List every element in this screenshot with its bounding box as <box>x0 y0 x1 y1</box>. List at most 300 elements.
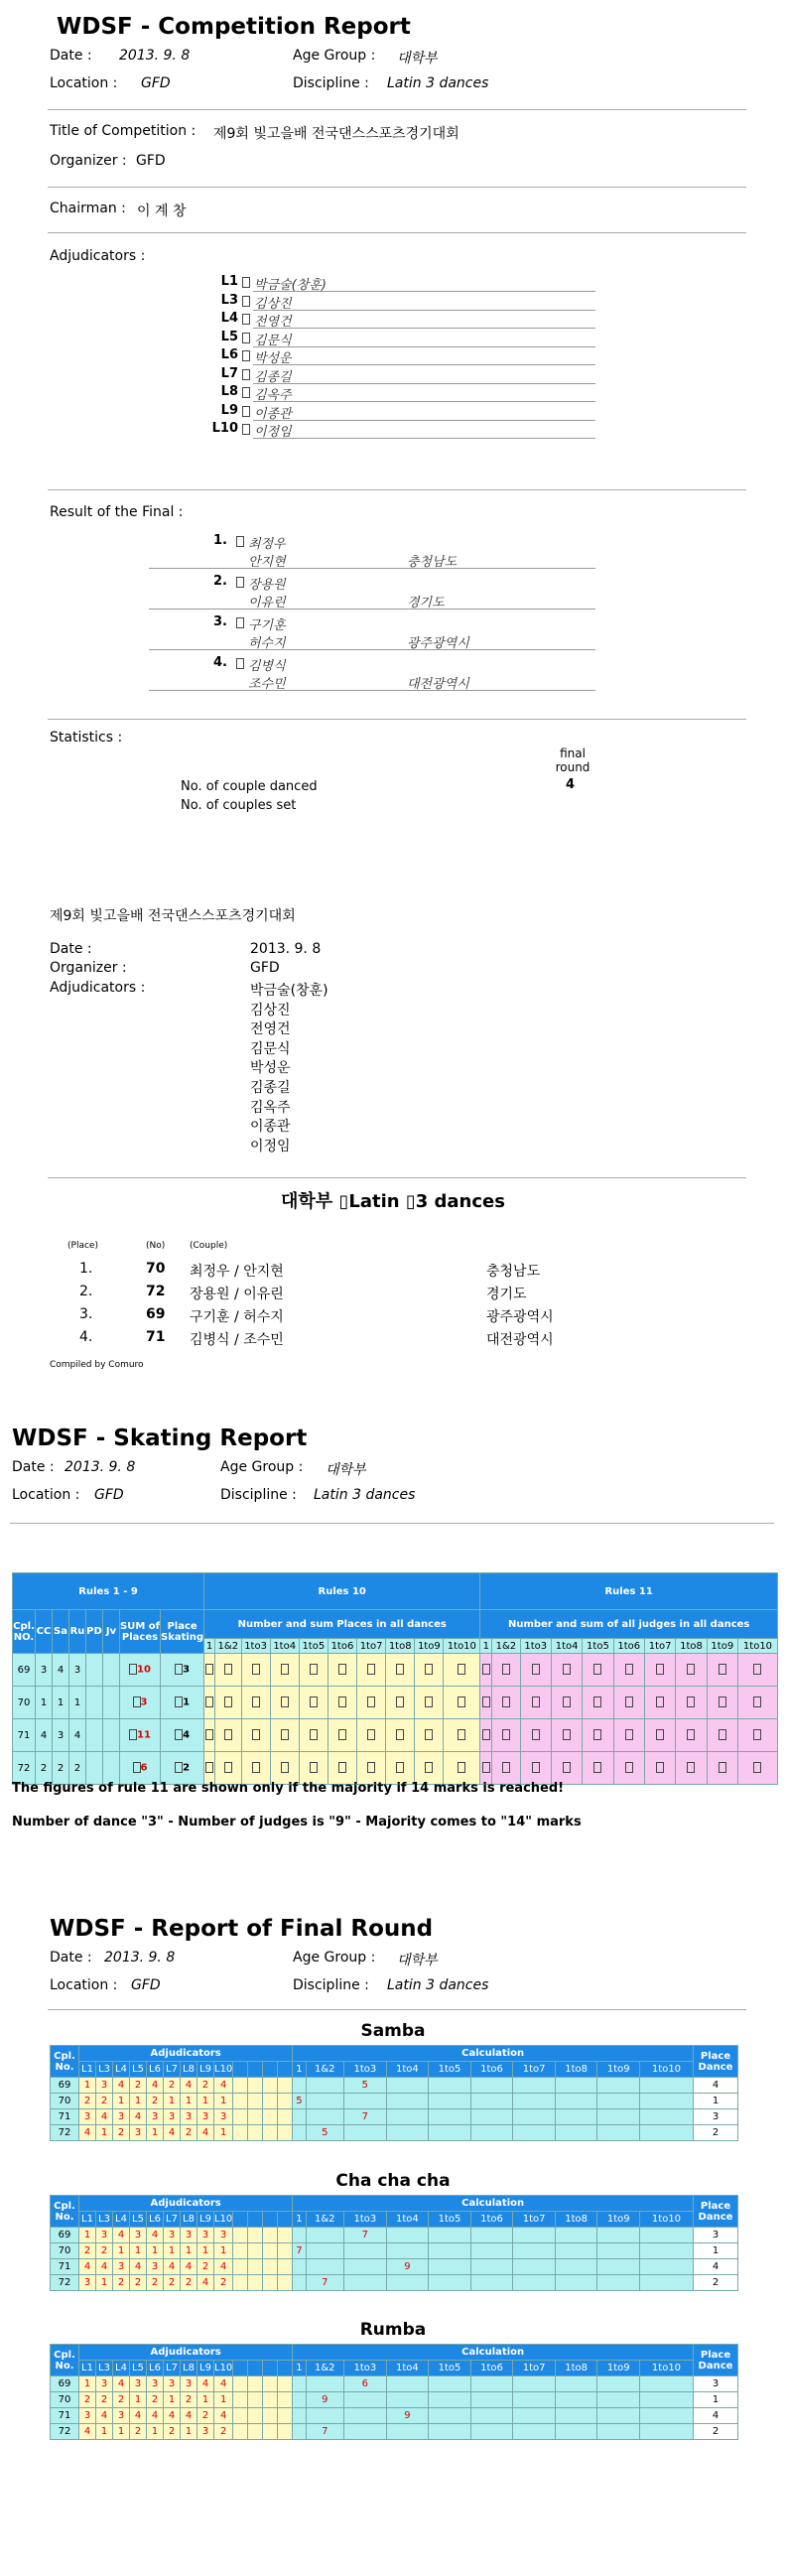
sa-place: 2 <box>53 1752 69 1785</box>
empty-cell <box>263 2408 278 2424</box>
calc-column-header: 1 <box>204 1639 215 1654</box>
adjudicator-code: L10 <box>211 421 238 436</box>
rule10-cell <box>357 1752 386 1785</box>
compiled-by: Compiled by Comuro <box>50 1360 144 1370</box>
summary-date-value: 2013. 9. 8 <box>250 941 322 957</box>
rule11-cell <box>613 1719 644 1752</box>
adjudicator-mark: 3 <box>130 2376 147 2392</box>
rule11-cell <box>480 1719 492 1752</box>
adjudicator-name: 김문식 <box>254 333 292 348</box>
adjudicator-mark: 2 <box>130 2424 147 2440</box>
adjudicator-column-header: L8 <box>181 2212 197 2228</box>
dance-table-wrap <box>50 2195 738 2291</box>
adjudicator-mark: 3 <box>164 2109 181 2125</box>
calc-cell <box>306 2228 344 2243</box>
adjudicator-mark: 3 <box>96 2376 113 2392</box>
calc-cell <box>306 2408 344 2424</box>
calc-cell <box>513 2408 556 2424</box>
place-dance: 2 <box>694 2424 738 2440</box>
adjudicator-mark: 4 <box>113 2376 130 2392</box>
empty-cell <box>263 2243 278 2259</box>
checkbox-icon <box>563 1762 571 1773</box>
statistics-label: Statistics : <box>50 730 123 746</box>
calc-cell <box>640 2078 694 2094</box>
calc-cell <box>597 2094 640 2109</box>
result-region: 충청남도 <box>407 555 458 570</box>
checkbox-icon <box>753 1696 761 1707</box>
final-discipline-label: Discipline : <box>293 1977 369 1993</box>
adjudicator-name: 김상진 <box>254 296 292 312</box>
adjudicator-mark: 3 <box>181 2109 197 2125</box>
checkbox-icon <box>656 1762 664 1773</box>
calc-cell <box>386 2275 429 2291</box>
calc-column-header: 1to9 <box>415 1639 444 1654</box>
empty-header <box>278 2361 293 2376</box>
calc-column-header: 1to8 <box>555 2361 597 2376</box>
sa-place: 3 <box>53 1719 69 1752</box>
rule10-cell <box>215 1719 241 1752</box>
calc-cell <box>470 2094 513 2109</box>
skating-date-value: 2013. 9. 8 <box>65 1459 136 1475</box>
result-woman: 안지현 <box>248 555 286 570</box>
checkbox-icon <box>367 1664 375 1675</box>
calc-column-header: 1 <box>480 1639 492 1654</box>
calc-cell <box>597 2228 640 2243</box>
cpl-no: 72 <box>51 2424 79 2440</box>
calc-cell <box>555 2392 597 2408</box>
empty-cell <box>233 2259 248 2275</box>
calc-cell <box>555 2109 597 2125</box>
calc-column-header: 1to10 <box>640 2062 694 2078</box>
table-row <box>51 2259 738 2275</box>
calc-cell <box>386 2424 429 2440</box>
adjudicator-mark: 4 <box>214 2078 233 2094</box>
age-group-label: Age Group : <box>293 48 376 64</box>
summary-no: 70 <box>146 1261 166 1277</box>
calc-cell <box>429 2424 471 2440</box>
summary-adjudicator: 이종관 <box>250 1119 291 1136</box>
ru-place: 2 <box>69 1752 86 1785</box>
checkbox-icon <box>281 1762 289 1773</box>
calc-cell <box>293 2078 306 2094</box>
calc-column-header: 1to10 <box>737 1639 777 1654</box>
rule10-cell <box>215 1752 241 1785</box>
calc-cell <box>293 2109 306 2125</box>
table-row <box>51 2243 738 2259</box>
empty-header <box>233 2062 248 2078</box>
rule11-cell <box>644 1654 675 1687</box>
checkbox-icon <box>687 1664 695 1675</box>
age-group-value: 대학부 <box>397 51 438 67</box>
empty-cell <box>248 2275 263 2291</box>
rule10-cell <box>444 1654 480 1687</box>
calc-cell <box>429 2094 471 2109</box>
cpl-no: 69 <box>51 2376 79 2392</box>
rule10-cell <box>270 1752 299 1785</box>
adjudicator-mark: 1 <box>96 2125 113 2141</box>
skating-location-value: GFD <box>94 1487 124 1503</box>
calc-cell <box>555 2275 597 2291</box>
result-region: 경기도 <box>407 596 445 610</box>
ru-header: Ru <box>69 1610 86 1654</box>
rule10-cell <box>328 1654 356 1687</box>
adjudicator-code: L6 <box>220 347 238 362</box>
place-dance-header: Place Dance <box>694 2046 738 2078</box>
calculation-header: Calculation <box>293 2345 694 2361</box>
checkbox-icon <box>338 1664 346 1675</box>
calc-column-header: 1to10 <box>640 2212 694 2228</box>
adjudicator-mark: 3 <box>164 2228 181 2243</box>
summary-adjudicator: 박성운 <box>250 1060 291 1077</box>
adjudicators-header: Adjudicators <box>79 2196 293 2212</box>
place-dance: 4 <box>694 2408 738 2424</box>
rule10-subheader: Number and sum Places in all dances <box>204 1610 480 1639</box>
adjudicator-mark: 4 <box>197 2125 214 2141</box>
adjudicator-mark: 1 <box>96 2275 113 2291</box>
adjudicator-mark: 1 <box>96 2424 113 2440</box>
summary-place: 2. <box>79 1284 93 1299</box>
sum-value: 3 <box>140 1696 148 1708</box>
calc-cell <box>344 2259 387 2275</box>
empty-cell <box>278 2243 293 2259</box>
adjudicator-column-header: L10 <box>214 2062 233 2078</box>
calc-column-header: 1to4 <box>551 1639 582 1654</box>
cc-place: 2 <box>36 1752 53 1785</box>
calc-cell <box>597 2078 640 2094</box>
calc-cell <box>306 2109 344 2125</box>
calc-column-header: 1to3 <box>344 2062 387 2078</box>
adjudicator-mark: 2 <box>164 2078 181 2094</box>
adjudicator-mark: 1 <box>113 2424 130 2440</box>
dance-table <box>50 2195 738 2291</box>
adjudicator-mark: 3 <box>79 2109 96 2125</box>
place-skating <box>161 1719 204 1752</box>
calc-column-header: 1to9 <box>597 2212 640 2228</box>
rule10-cell <box>270 1687 299 1719</box>
adjudicator-mark: 3 <box>181 2376 197 2392</box>
calc-cell <box>597 2408 640 2424</box>
empty-cell <box>248 2078 263 2094</box>
adjudicator-mark: 2 <box>181 2125 197 2141</box>
adjudicator-name: 전영건 <box>254 315 292 330</box>
underline <box>149 568 595 569</box>
rule10-cell <box>415 1687 444 1719</box>
sum-places <box>120 1752 161 1785</box>
adjudicator-code: L9 <box>220 402 238 418</box>
calc-column-header: 1to8 <box>555 2212 597 2228</box>
rule11-cell <box>551 1752 582 1785</box>
calc-column-header: 1to4 <box>386 2361 429 2376</box>
ru-place: 3 <box>69 1654 86 1687</box>
sum-value: 10 <box>137 1664 151 1676</box>
adjudicator-column-header: L10 <box>214 2361 233 2376</box>
summary-no: 72 <box>146 1284 166 1299</box>
adjudicator-mark: 3 <box>130 2228 147 2243</box>
adjudicator-mark: 3 <box>197 2424 214 2440</box>
adjudicator-mark: 3 <box>214 2109 233 2125</box>
sum-places-header: SUM of Places <box>120 1610 161 1654</box>
checkbox-icon <box>252 1762 260 1773</box>
sum-places <box>120 1719 161 1752</box>
underline <box>253 383 595 384</box>
checkbox-icon <box>625 1696 633 1707</box>
cpl-no-header: Cpl. NO. <box>13 1610 36 1654</box>
adjudicator-mark: 4 <box>130 2408 147 2424</box>
calc-column-header: 1to4 <box>386 2212 429 2228</box>
checkbox-icon <box>687 1762 695 1773</box>
checkbox-icon <box>236 577 244 588</box>
calc-cell <box>513 2275 556 2291</box>
rule10-cell <box>299 1654 328 1687</box>
calc-column-header: 1to3 <box>241 1639 270 1654</box>
summary-adjudicator: 김옥주 <box>250 1099 291 1116</box>
adjudicator-mark: 1 <box>197 2243 214 2259</box>
date-label: Date : <box>50 48 92 64</box>
rule11-note: The figures of rule 11 are shown only if the majority if 14 marks is reached! <box>12 1781 565 1796</box>
checkbox-icon <box>281 1729 289 1740</box>
calc-cell <box>386 2228 429 2243</box>
underline <box>149 690 595 691</box>
empty-cell <box>248 2424 263 2440</box>
adjudicator-mark: 2 <box>96 2392 113 2408</box>
adjudicator-mark: 4 <box>147 2078 164 2094</box>
rule10-cell <box>415 1654 444 1687</box>
cpl-no-header: Cpl. No. <box>51 2196 79 2228</box>
checkbox-icon <box>338 1729 346 1740</box>
adjudicator-mark: 3 <box>181 2228 197 2243</box>
calc-column-header: 1to3 <box>344 2361 387 2376</box>
calc-cell <box>513 2078 556 2094</box>
adjudicator-mark: 2 <box>197 2078 214 2094</box>
place-dance: 1 <box>694 2243 738 2259</box>
couples-set-label: No. of couples set <box>181 798 297 813</box>
place-value: 3 <box>183 1664 191 1676</box>
skating-date-label: Date : <box>12 1459 55 1475</box>
adjudicator-column-header: L5 <box>130 2361 147 2376</box>
cc-place: 1 <box>36 1687 53 1719</box>
adjudicator-mark: 1 <box>214 2125 233 2141</box>
final-round-title: WDSF - Report of Final Round <box>50 1916 434 1942</box>
calc-cell <box>640 2243 694 2259</box>
adjudicator-mark: 3 <box>130 2125 147 2141</box>
adjudicator-mark: 1 <box>130 2243 147 2259</box>
rule10-cell <box>415 1719 444 1752</box>
adjudicator-mark: 4 <box>197 2376 214 2392</box>
calc-cell <box>293 2275 306 2291</box>
calc-column-header: 1&2 <box>492 1639 520 1654</box>
calc-column-header: 1to7 <box>513 2212 556 2228</box>
pd-header: PD <box>86 1610 103 1654</box>
checkbox-icon <box>242 296 250 307</box>
discipline-label: Discipline : <box>293 75 369 91</box>
adjudicator-mark: 1 <box>113 2243 130 2259</box>
result-man: 최정우 <box>248 537 286 552</box>
date-value: 2013. 9. 8 <box>119 48 191 64</box>
adjudicator-mark: 2 <box>164 2275 181 2291</box>
place-skating <box>161 1687 204 1719</box>
underline <box>149 609 595 610</box>
empty-cell <box>248 2228 263 2243</box>
rule10-cell <box>299 1719 328 1752</box>
calc-cell <box>386 2392 429 2408</box>
adjudicator-mark: 1 <box>130 2094 147 2109</box>
empty-cell <box>278 2109 293 2125</box>
checkbox-icon <box>593 1762 601 1773</box>
adjudicator-mark: 2 <box>96 2243 113 2259</box>
result-woman: 허수지 <box>248 636 286 651</box>
calc-cell: 7 <box>344 2109 387 2125</box>
rule10-cell <box>204 1687 215 1719</box>
table-row <box>51 2078 738 2094</box>
table-row <box>51 2125 738 2141</box>
empty-cell <box>248 2392 263 2408</box>
calc-cell <box>293 2424 306 2440</box>
rule11-cell <box>480 1752 492 1785</box>
table-row <box>51 2228 738 2243</box>
calc-cell <box>386 2243 429 2259</box>
calc-cell: 5 <box>344 2078 387 2094</box>
calc-cell <box>429 2109 471 2125</box>
adjudicator-mark: 2 <box>79 2094 96 2109</box>
calc-cell <box>597 2125 640 2141</box>
adjudicator-column-header: L9 <box>197 2361 214 2376</box>
calc-column-header: 1to5 <box>429 2062 471 2078</box>
checkbox-icon <box>625 1729 633 1740</box>
calc-cell <box>513 2424 556 2440</box>
final-age-value: 대학부 <box>397 1953 438 1968</box>
place-dance: 3 <box>694 2376 738 2392</box>
checkbox-icon <box>224 1762 232 1773</box>
checkbox-icon <box>625 1762 633 1773</box>
checkbox-icon <box>532 1664 540 1675</box>
checkbox-icon <box>593 1664 601 1675</box>
adjudicator-mark: 1 <box>164 2392 181 2408</box>
adjudicator-mark: 4 <box>197 2275 214 2291</box>
adjudicator-mark: 4 <box>96 2259 113 2275</box>
underline <box>149 649 595 650</box>
adjudicator-mark: 1 <box>181 2243 197 2259</box>
calc-cell <box>293 2228 306 2243</box>
empty-cell <box>248 2094 263 2109</box>
checkbox-icon <box>753 1664 761 1675</box>
couples-danced-label: No. of couple danced <box>181 779 318 794</box>
empty-cell <box>233 2392 248 2408</box>
adjudicator-mark: 2 <box>130 2275 147 2291</box>
calc-cell <box>429 2228 471 2243</box>
calc-cell <box>386 2376 429 2392</box>
calc-cell <box>429 2376 471 2392</box>
rule11-cell <box>480 1687 492 1719</box>
rule11-cell <box>520 1719 551 1752</box>
underline <box>253 291 595 292</box>
calc-cell <box>640 2125 694 2141</box>
adjudicator-mark: 4 <box>79 2125 96 2141</box>
cpl-no: 69 <box>13 1654 36 1687</box>
adjudicator-mark: 1 <box>79 2078 96 2094</box>
dance-title: Samba <box>360 2021 426 2041</box>
adjudicator-mark: 4 <box>181 2259 197 2275</box>
rule10-cell <box>444 1719 480 1752</box>
adjudicator-mark: 3 <box>197 2228 214 2243</box>
rule10-cell <box>215 1687 241 1719</box>
underline <box>253 346 595 347</box>
rule10-cell <box>299 1687 328 1719</box>
jv-place <box>103 1752 120 1785</box>
adjudicator-column-header: L7 <box>164 2062 181 2078</box>
calc-cell <box>344 2243 387 2259</box>
calc-cell <box>470 2243 513 2259</box>
checkbox-icon <box>687 1729 695 1740</box>
result-woman: 조수민 <box>248 677 286 692</box>
final-date-value: 2013. 9. 8 <box>104 1950 176 1966</box>
place-dance: 3 <box>694 2228 738 2243</box>
adjudicator-mark: 4 <box>214 2408 233 2424</box>
empty-cell <box>263 2125 278 2141</box>
empty-cell <box>278 2078 293 2094</box>
summary-couple: 구기훈 / 허수지 <box>190 1309 284 1325</box>
adjudicator-name: 이종관 <box>254 406 292 422</box>
place-dance: 2 <box>694 2275 738 2291</box>
rule11-cell <box>583 1719 613 1752</box>
calc-column-header: 1to6 <box>470 2212 513 2228</box>
calc-cell <box>513 2125 556 2141</box>
rule11-cell <box>644 1687 675 1719</box>
empty-cell <box>233 2094 248 2109</box>
rule11-cell <box>492 1752 520 1785</box>
adjudicator-mark: 2 <box>96 2094 113 2109</box>
rule10-cell <box>241 1719 270 1752</box>
adjudicator-mark: 4 <box>147 2408 164 2424</box>
empty-header <box>233 2212 248 2228</box>
dance-title: Rumba <box>359 2320 427 2340</box>
adjudicator-name: 박성운 <box>254 351 292 366</box>
adjudicator-mark: 1 <box>79 2376 96 2392</box>
calc-cell <box>470 2376 513 2392</box>
empty-cell <box>248 2109 263 2125</box>
adjudicator-column-header: L3 <box>96 2212 113 2228</box>
adjudicator-mark: 2 <box>147 2392 164 2408</box>
checkbox-icon <box>242 277 250 288</box>
adjudicator-mark: 1 <box>214 2243 233 2259</box>
final-location-value: GFD <box>131 1977 161 1993</box>
adjudicator-column-header: L10 <box>214 2212 233 2228</box>
checkbox-icon <box>482 1729 490 1740</box>
final-discipline-value: Latin 3 dances <box>387 1977 489 1993</box>
table-row <box>51 2376 738 2392</box>
calc-cell <box>597 2109 640 2125</box>
adjudicator-column-header: L4 <box>113 2062 130 2078</box>
checkbox-icon <box>310 1762 318 1773</box>
checkbox-icon <box>236 536 244 547</box>
adjudicators-header: Adjudicators <box>79 2046 293 2062</box>
divider <box>48 1177 746 1178</box>
checkbox-icon <box>593 1696 601 1707</box>
calc-cell <box>555 2125 597 2141</box>
summary-couple: 장용원 / 이유린 <box>190 1287 284 1302</box>
adjudicator-mark: 1 <box>164 2243 181 2259</box>
calc-cell <box>470 2228 513 2243</box>
organizer-value: GFD <box>136 153 166 169</box>
adjudicator-mark: 3 <box>96 2228 113 2243</box>
calc-cell <box>640 2275 694 2291</box>
table-row <box>51 2094 738 2109</box>
checkbox-icon <box>338 1762 346 1773</box>
calc-column-header: 1to10 <box>640 2361 694 2376</box>
summary-region: 충청남도 <box>486 1264 541 1280</box>
adjudicator-mark: 1 <box>147 2424 164 2440</box>
summary-couple: 최정우 / 안지현 <box>190 1264 284 1280</box>
calc-cell: 9 <box>386 2408 429 2424</box>
